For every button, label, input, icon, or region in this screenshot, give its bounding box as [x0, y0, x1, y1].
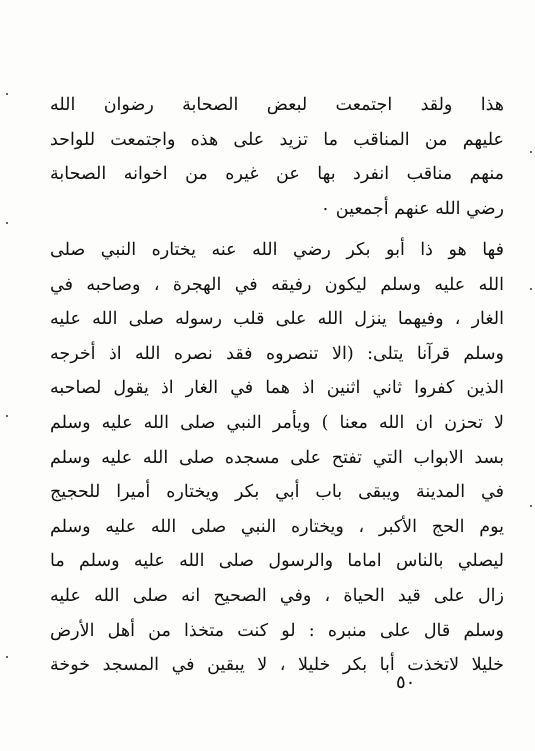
text-line: الذين كفروا ثاني اثنين اذ هما في الغار اذ يقول لصاحبه: [50, 378, 504, 399]
scan-mark: [6, 656, 8, 658]
text-line: لا تحزن ان الله معنا ) ويأمر النبي صلى الله عليه وسلم: [50, 412, 504, 433]
text-line: وسلم قال على منبره : لو كنت متخذا من أهل الأرض: [50, 620, 504, 641]
text-line: الغار ، وفيهما ينزل الله على قلب رسوله صلى الله عليه: [50, 309, 504, 330]
text-line: فها هو ذا أبو بكر رضي الله عنه يختاره النبي صلى: [50, 240, 504, 260]
paragraph-1: [50, 88, 504, 226]
scan-mark: [6, 415, 8, 417]
scan-mark: [530, 505, 532, 507]
text-line: يوم الحج الأكبر ، ويختاره النبي صلى الله عليه وسلم: [50, 516, 504, 537]
text-line: بسد الابواب التي تفتح على مسجده صلى الله عليه وسلم: [50, 447, 504, 468]
text-line: ليصلي بالناس اماما والرسول صلى الله عليه وسلم ما: [50, 551, 504, 572]
text-line: هذا ولقد اجتمعت لبعض الصحابة رضوان الله: [50, 95, 504, 115]
scan-mark: [6, 222, 8, 224]
text-line: رضي الله عنهم أجمعين ٠: [320, 198, 504, 219]
text-line: منهم مناقب انفرد بها عن غيره من اخوانه الصحابة: [50, 164, 504, 185]
text-line: خليلا لاتخذت أبا بكر خليلا ، لا يبقين في المسجد خوخة: [50, 655, 504, 676]
text-line: وسلم قرآنا يتلى: (الا تنصروه فقد نصره الله اذ أخرجه: [50, 343, 504, 364]
page-number: ٥٠: [396, 672, 416, 693]
scan-mark: [530, 288, 532, 290]
paragraph-2: [50, 233, 504, 683]
scan-mark: [530, 151, 532, 153]
text-line: عليهم من المناقب ما تزيد على هذه واجتمعت للواحد: [50, 129, 504, 150]
text-line: الله عليه وسلم ليكون رفيقه في الهجرة ، وصاحبه في: [50, 274, 504, 295]
scan-mark: [6, 93, 8, 95]
text-line: زال على قيد الحياة ، وفي الصحيح انه صلى الله عليه: [50, 585, 504, 606]
text-line: في المدينة ويبقى باب أبي بكر ويختاره أميرا للحجيج: [50, 482, 504, 503]
